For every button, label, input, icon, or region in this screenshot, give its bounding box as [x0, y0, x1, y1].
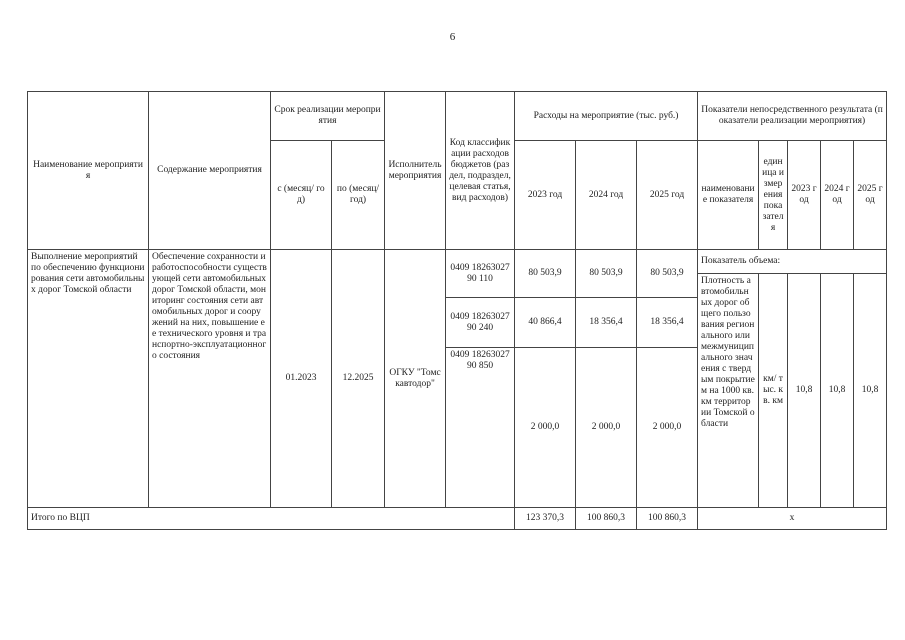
header-executor: Исполнитель мероприятия — [385, 92, 446, 250]
row-period-to: 12.2025 — [332, 250, 385, 508]
page-number: 6 — [449, 31, 456, 43]
expense-cell: 18 356,4 — [576, 298, 637, 348]
header-indicator-2025: 2025 год — [854, 141, 887, 250]
expense-cell: 2 000,0 — [515, 348, 576, 508]
code-cell: 0409 1826302790 240 — [446, 298, 515, 348]
row-content: Обеспечение сохранности и работоспособности существующей сети автомобильных дорог Томской области, мониторинг состояния сети автомобильных дорог и сооружений на них, повышение ее технического уровня и транспортно-эксплуатационного состояния — [149, 250, 271, 508]
indicator-2023: 10,8 — [788, 274, 821, 508]
header-period-to: по (месяц/ год) — [332, 141, 385, 250]
header-unit: единица измерения показателя — [759, 141, 788, 250]
header-content: Содержание мероприятия — [149, 92, 271, 250]
header-indicator-2024: 2024 год — [821, 141, 854, 250]
volume-label: Показатель объема: — [698, 250, 887, 274]
header-name: Наименование мероприятия — [28, 92, 149, 250]
header-indicators: Показатели непосредственного результата (показатели реализации мероприятия) — [698, 92, 887, 141]
header-indicator-name: наименование показателя — [698, 141, 759, 250]
total-label: Итого по ВЦП — [28, 508, 515, 530]
row-name: Выполнение мероприятий по обеспечению функционирования сети автомобильных дорог Томской области — [28, 250, 149, 508]
indicator-name: Плотность автомобильных дорог общего пользования регионального или межмуниципального значения с твердым покрытием на 1000 кв. км территории Томской области — [698, 274, 759, 508]
code-cell: 0409 1826302790 110 — [446, 250, 515, 298]
code-cell: 0409 1826302790 850 — [446, 348, 515, 508]
expense-cell: 2 000,0 — [576, 348, 637, 508]
expense-cell: 80 503,9 — [515, 250, 576, 298]
header-expense-2024: 2024 год — [576, 141, 637, 250]
expense-cell: 80 503,9 — [637, 250, 698, 298]
total-2025: 100 860,3 — [637, 508, 698, 530]
row-executor: ОГКУ "Томскавтодор" — [385, 250, 446, 508]
expense-cell: 18 356,4 — [637, 298, 698, 348]
header-expense-2025: 2025 год — [637, 141, 698, 250]
header-code: Код классификации расходов бюджетов (раздел, подраздел, целевая статья, вид расходов) — [446, 92, 515, 250]
expense-cell: 40 866,4 — [515, 298, 576, 348]
header-period: Срок реализации мероприятия — [271, 92, 385, 141]
indicator-2024: 10,8 — [821, 274, 854, 508]
header-expense-2023: 2023 год — [515, 141, 576, 250]
expense-cell: 80 503,9 — [576, 250, 637, 298]
total-indicators: x — [698, 508, 887, 530]
indicator-unit: км/ тыс. кв. км — [759, 274, 788, 508]
row-period-from: 01.2023 — [271, 250, 332, 508]
header-expenses: Расходы на мероприятие (тыс. руб.) — [515, 92, 698, 141]
program-table — [27, 91, 887, 530]
total-2023: 123 370,3 — [515, 508, 576, 530]
header-indicator-2023: 2023 год — [788, 141, 821, 250]
total-2024: 100 860,3 — [576, 508, 637, 530]
indicator-2025: 10,8 — [854, 274, 887, 508]
expense-cell: 2 000,0 — [637, 348, 698, 508]
header-period-from: с (месяц/ год) — [271, 141, 332, 250]
